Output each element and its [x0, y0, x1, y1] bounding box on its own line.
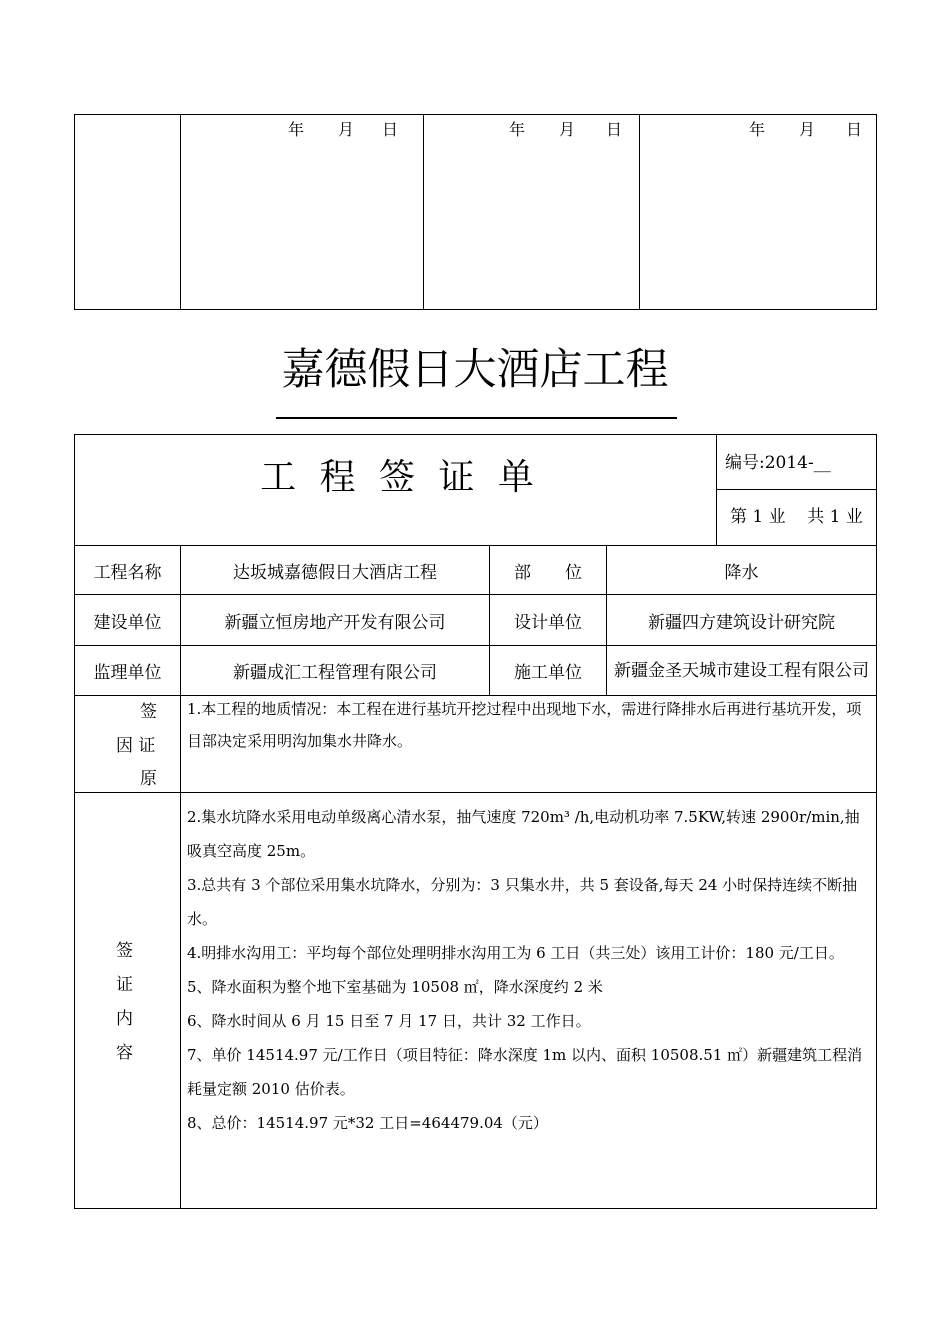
- label-project-name: 工程名称: [93, 562, 162, 583]
- content-line-4: 4.明排水沟用工：平均每个部位处理明排水沟用工为 6 工日（共三处）该用工计价：180 元/工日。: [187, 944, 844, 962]
- reason-text: 1.本工程的地质情况：本工程在进行基坑开挖过程中出现地下水，需进行降排水后再进行基坑开发，项目部决定采用明沟加集水井降水。: [187, 700, 862, 750]
- content-line-7: 7、单价 14514.97 元/工作日（项目特征：降水深度 1m 以内、面积 10508.51 ㎡）新疆建筑工程消耗量定额 2010 估价表。: [187, 1046, 863, 1098]
- page-count: 第 1 业 共 1 业: [730, 507, 863, 527]
- date-field-2: 年 月 日: [509, 120, 623, 139]
- content-line-8: 8、总价：14514.97 元*32 工日=464479.04（元）: [187, 1114, 548, 1132]
- label-supervisor: 监理单位: [93, 663, 162, 683]
- reason-label-2: 因 证: [116, 736, 156, 756]
- form-title: 工 程 签 证 单: [260, 456, 540, 498]
- label-location: 部 位: [514, 562, 582, 583]
- label-contractor: 施工单位: [514, 663, 582, 683]
- form-number: 编号:2014-__: [725, 453, 831, 473]
- content-line-3: 3.总共有 3 个部位采用集水坑降水，分别为：3 只集水井，共 5 套设备,每天 24 小时保持连续不断抽水。: [187, 876, 858, 928]
- label-owner: 建设单位: [93, 612, 162, 633]
- title-underline: [276, 417, 677, 419]
- value-project-name: 达坂城嘉德假日大酒店工程: [233, 562, 437, 583]
- content-label-1: 签: [116, 941, 133, 961]
- date-field-1: 年 月 日: [288, 120, 399, 139]
- date-field-3: 年 月 日: [749, 120, 863, 139]
- label-designer: 设计单位: [514, 612, 582, 633]
- reason-label-1: 签: [140, 702, 157, 722]
- value-contractor: 新疆金圣天城市建设工程有限公司: [614, 660, 869, 681]
- content-line-6: 6、降水时间从 6 月 15 日至 7 月 17 日，共计 32 工作日。: [187, 1012, 591, 1030]
- content-label-4: 容: [116, 1043, 133, 1063]
- project-title: 嘉德假日大酒店工程: [281, 345, 669, 395]
- content-line-5: 5、降水面积为整个地下室基础为 10508 ㎡，降水深度约 2 米: [187, 978, 603, 996]
- value-location: 降水: [724, 562, 759, 583]
- value-supervisor: 新疆成汇工程管理有限公司: [233, 663, 437, 683]
- reason-label-3: 原: [140, 769, 157, 789]
- content-line-2: 2.集水坑降水采用电动单级离心清水泵，抽气速度 720m³ /h,电动机功率 7.5KW,转速 2900r/min,抽吸真空高度 25m。: [187, 808, 860, 860]
- content-label-3: 内: [116, 1009, 133, 1029]
- content-label-2: 证: [116, 975, 133, 995]
- content-text: [187, 800, 873, 1140]
- value-designer: 新疆四方建筑设计研究院: [648, 612, 835, 633]
- value-owner: 新疆立恒房地产开发有限公司: [224, 612, 446, 633]
